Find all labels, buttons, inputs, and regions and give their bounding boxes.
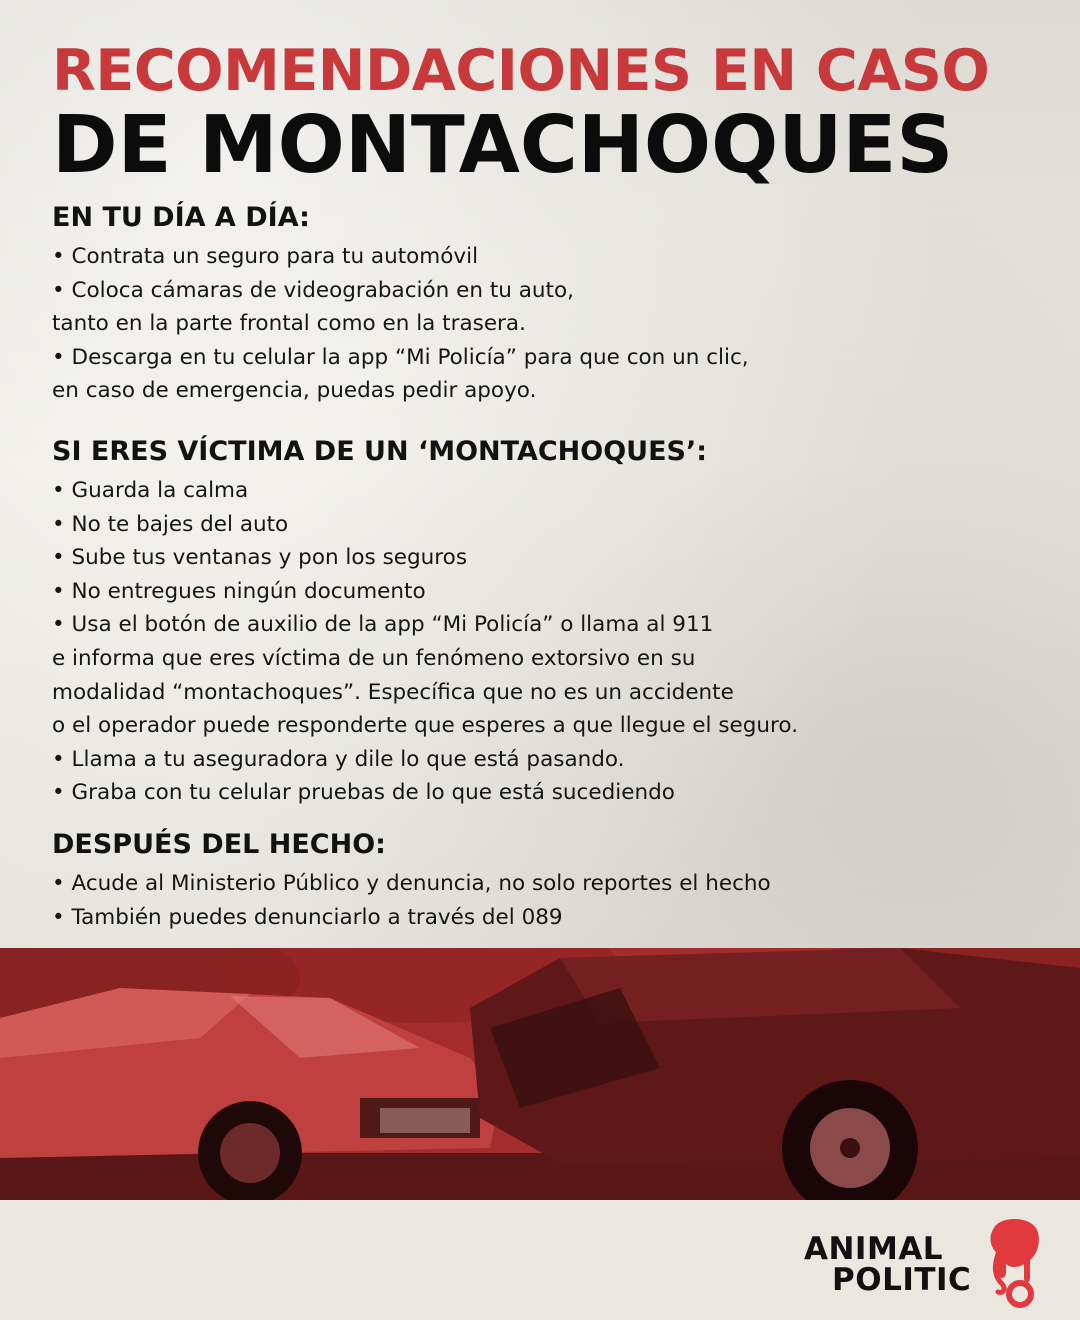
list-item: • Descarga en tu celular la app “Mi Policía” para que con un clic, — [52, 344, 749, 370]
logo-wordmark — [804, 1231, 972, 1298]
logo-line-1: ANIMAL — [804, 1231, 944, 1267]
list-item: • Guarda la calma — [52, 478, 249, 503]
section-victim — [52, 434, 1042, 810]
title-line-2: DE MONTACHOQUES — [52, 99, 954, 191]
section-heading: EN TU DÍA A DÍA: — [52, 202, 310, 233]
list-item: • Usa el botón de auxilio de la app “Mi Policía” o llama al 911 — [52, 612, 714, 638]
section-daily — [52, 200, 1042, 408]
logo-line-2: POLITIC — [832, 1262, 972, 1298]
list-item: • Sube tus ventanas y pon los seguros — [52, 545, 468, 571]
section-after — [52, 827, 1042, 934]
list-item: • Acude al Ministerio Público y denuncia, no solo reportes el hecho — [52, 871, 771, 896]
list-item: e informa que eres víctima de un fenómeno extorsivo en su — [52, 645, 696, 671]
car-crash-photo — [0, 948, 1080, 1200]
section-heading: SI ERES VÍCTIMA DE UN ‘MONTACHOQUES’: — [52, 436, 708, 467]
title-line-1: RECOMENDACIONES EN CASO — [52, 38, 990, 104]
list-item: • También puedes denunciarlo a través del 089 — [52, 904, 563, 930]
brand-logo — [804, 1214, 1044, 1310]
list-item: tanto en la parte frontal como en la trasera. — [52, 311, 526, 337]
list-item: • No entregues ningún documento — [52, 578, 426, 604]
car-crash-illustration — [0, 948, 1080, 1200]
list-item: • Llama a tu aseguradora y dile lo que está pasando. — [52, 746, 625, 772]
list-item: o el operador puede responderte que esperes a que llegue el seguro. — [52, 713, 799, 739]
page-title — [52, 38, 990, 191]
list-item: • Contrata un seguro para tu automóvil — [52, 244, 479, 269]
elephant-icon — [984, 1214, 1044, 1310]
list-item: • Coloca cámaras de videograbación en tu auto, — [52, 277, 574, 303]
list-item: • Graba con tu celular pruebas de lo que está sucediendo — [52, 780, 675, 806]
section-heading: DESPUÉS DEL HECHO: — [52, 829, 386, 860]
list-item: en caso de emergencia, puedas pedir apoyo. — [52, 378, 537, 404]
list-item: modalidad “montachoques”. Específica que no es un accidente — [52, 679, 734, 705]
list-item: • No te bajes del auto — [52, 511, 289, 537]
